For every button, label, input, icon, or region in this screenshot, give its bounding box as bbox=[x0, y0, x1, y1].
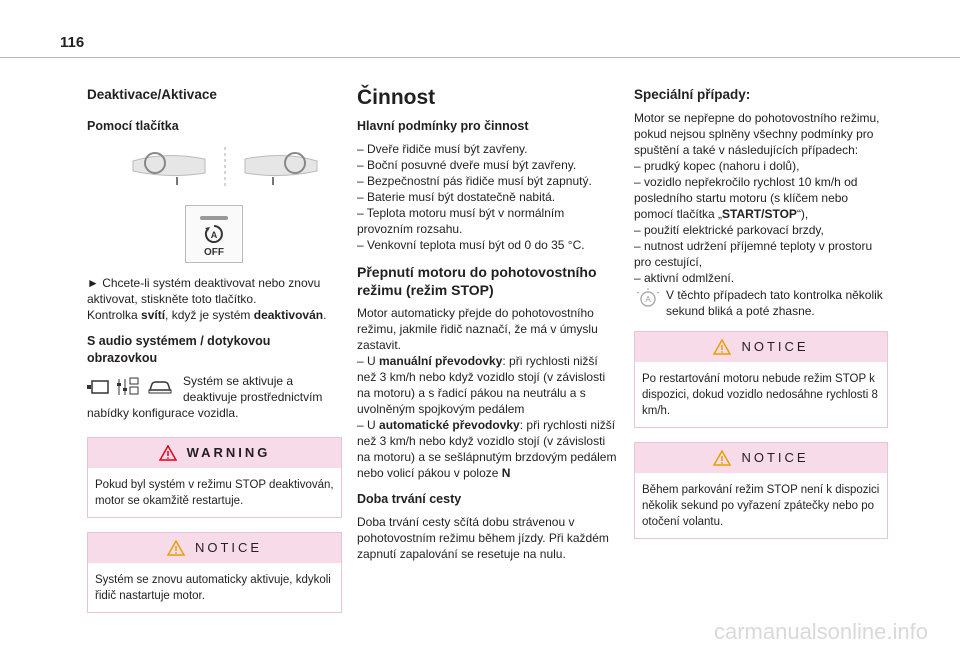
blink-note: A V těchto případech tato kontrolka několik sekund bliká a poté zhasne. bbox=[634, 287, 888, 319]
duration-paragraph: Doba trvání cesty sčítá dobu strávenou v pohotovostním režimu během jízdy. Při každém zapnutí zapalování se resetuje na nulu. bbox=[357, 515, 609, 561]
subtitle-trip-duration: Doba trvání cesty bbox=[357, 492, 462, 506]
column-3 bbox=[634, 86, 888, 539]
list-item: – Boční posuvné dveře musí být zavřeny. bbox=[357, 158, 577, 172]
warning-header: WARNING bbox=[88, 438, 341, 468]
subtitle-main-conditions: Hlavní podmínky pro činnost bbox=[357, 119, 529, 133]
list-item: – Bezpečnostní pás řidiče musí být zapnutý. bbox=[357, 174, 592, 188]
svg-text:A: A bbox=[645, 295, 651, 304]
warning-text: Pokud byl systém v režimu STOP deaktivován, motor se okamžitě restartuje. bbox=[95, 479, 334, 507]
list-item: – Dveře řidiče musí být zavřeny. bbox=[357, 142, 528, 156]
page-number: 116 bbox=[60, 34, 85, 51]
special-intro: Motor se nepřepne do pohotovostního režimu, pokud nejsou splněny všechny podmínky pro spuštění a také v následujících případech: bbox=[634, 111, 880, 157]
list-item: – použití elektrické parkovací brzdy, bbox=[634, 223, 824, 237]
auto-stop-icon bbox=[204, 224, 224, 244]
subtitle-button: Pomocí tlačítka bbox=[87, 119, 179, 133]
off-label: OFF bbox=[204, 247, 224, 258]
notice-header: NOTICE bbox=[88, 533, 341, 563]
watermark: carmanualsonline.info bbox=[713, 619, 928, 644]
header-rule bbox=[0, 57, 960, 58]
steering-wheel-right-icon bbox=[245, 153, 317, 185]
column-1 bbox=[87, 86, 342, 613]
warning-triangle-icon bbox=[159, 445, 177, 461]
auto-stop-blink-icon bbox=[634, 287, 662, 309]
notice-header: NOTICE bbox=[635, 443, 887, 473]
manual-gearbox-item: – U manuální převodovky: při rychlosti nižší než 3 km/h nebo když vozidlo stojí (v závislosti na motoru) a s řadicí pákou na neutrálu a s uvolněným spojkovým pedálem bbox=[357, 354, 606, 416]
section-title-special-cases: Speciální případy: bbox=[634, 87, 751, 102]
list-item: – Venkovní teplota musí být od 0 do 35 °C. bbox=[357, 238, 585, 252]
touchscreen-icon bbox=[87, 379, 109, 395]
column-2 bbox=[357, 86, 619, 562]
stop-intro: Motor automaticky přejde do pohotovostního režimu, jakmile řidič naznačí, že má v úmyslu zastavit. bbox=[357, 306, 598, 352]
notice-text: Po restartování motoru nebude režim STOP k dispozici, dokud vozidlo nedosáhne rychlosti 8 km/h. bbox=[642, 373, 878, 417]
indicator-led-icon bbox=[200, 216, 228, 220]
cases-list bbox=[634, 158, 888, 286]
list-item: – aktivní odmlžení. bbox=[634, 271, 735, 285]
conditions-list bbox=[357, 141, 619, 253]
notice-text: Systém se znovu automaticky aktivuje, kdykoli řidič nastartuje motor. bbox=[95, 574, 331, 602]
notice-header: NOTICE bbox=[635, 332, 887, 362]
notice-text: Během parkování režim STOP není k dispozici několik sekund po vyřazení zpátečky nebo po otočení volantu. bbox=[642, 484, 880, 528]
list-item: – prudký kopec (nahoru i dolů), bbox=[634, 159, 800, 173]
vehicle-settings-icon bbox=[115, 377, 141, 397]
list-item: – nutnost udržení příjemné teploty v prostoru pro cestující, bbox=[634, 239, 873, 269]
notice-triangle-icon bbox=[167, 540, 185, 556]
notice-triangle-icon bbox=[713, 339, 731, 355]
svg-text:A: A bbox=[210, 230, 218, 240]
warning-box bbox=[87, 437, 342, 518]
audio-paragraph: Systém se aktivuje a deaktivuje prostřednictvím nabídky konfigurace vozidla. bbox=[87, 374, 323, 420]
notice-box-1 bbox=[87, 532, 342, 613]
list-item: – Baterie musí být dostatečně nabitá. bbox=[357, 190, 556, 204]
settings-icons-group bbox=[87, 377, 173, 397]
section-title-deactivation: Deaktivace/Aktivace bbox=[87, 87, 217, 102]
stop-start-off-button[interactable] bbox=[185, 205, 243, 263]
list-item: – Teplota motoru musí být v normálním provozním rozsahu. bbox=[357, 206, 565, 236]
notice-triangle-icon bbox=[713, 450, 731, 466]
car-icon bbox=[147, 378, 173, 396]
section-title-operation: Činnost bbox=[357, 86, 436, 109]
notice-box-3 bbox=[634, 442, 888, 539]
subtitle-stop-mode: Přepnutí motoru do pohotovostního režimu (režim STOP) bbox=[357, 264, 597, 298]
subtitle-audio: S audio systémem / dotykovou obrazovkou bbox=[87, 334, 271, 365]
steering-wheel-left-icon bbox=[133, 153, 205, 185]
notice-box-2 bbox=[634, 331, 888, 428]
instruction-paragraph: ► Chcete-li systém deaktivovat nebo znovu aktivovat, stiskněte toto tlačítko. Kontrolka svítí, když je systém deaktivován. bbox=[87, 276, 327, 322]
automatic-gearbox-item: – U automatické převodovky: při rychlosti nižší než 3 km/h nebo když vozidlo stojí (v závislosti na motoru) a se sešlápnutým brzdovým pedálem nebo volicí pákou v poloze N bbox=[357, 418, 617, 480]
list-item: – vozidlo nepřekročilo rychlost 10 km/h od posledního startu motoru (s klíčem nebo pomocí tlačítka „START/STOP“), bbox=[634, 175, 858, 221]
steering-wheels-illustration bbox=[87, 147, 342, 197]
